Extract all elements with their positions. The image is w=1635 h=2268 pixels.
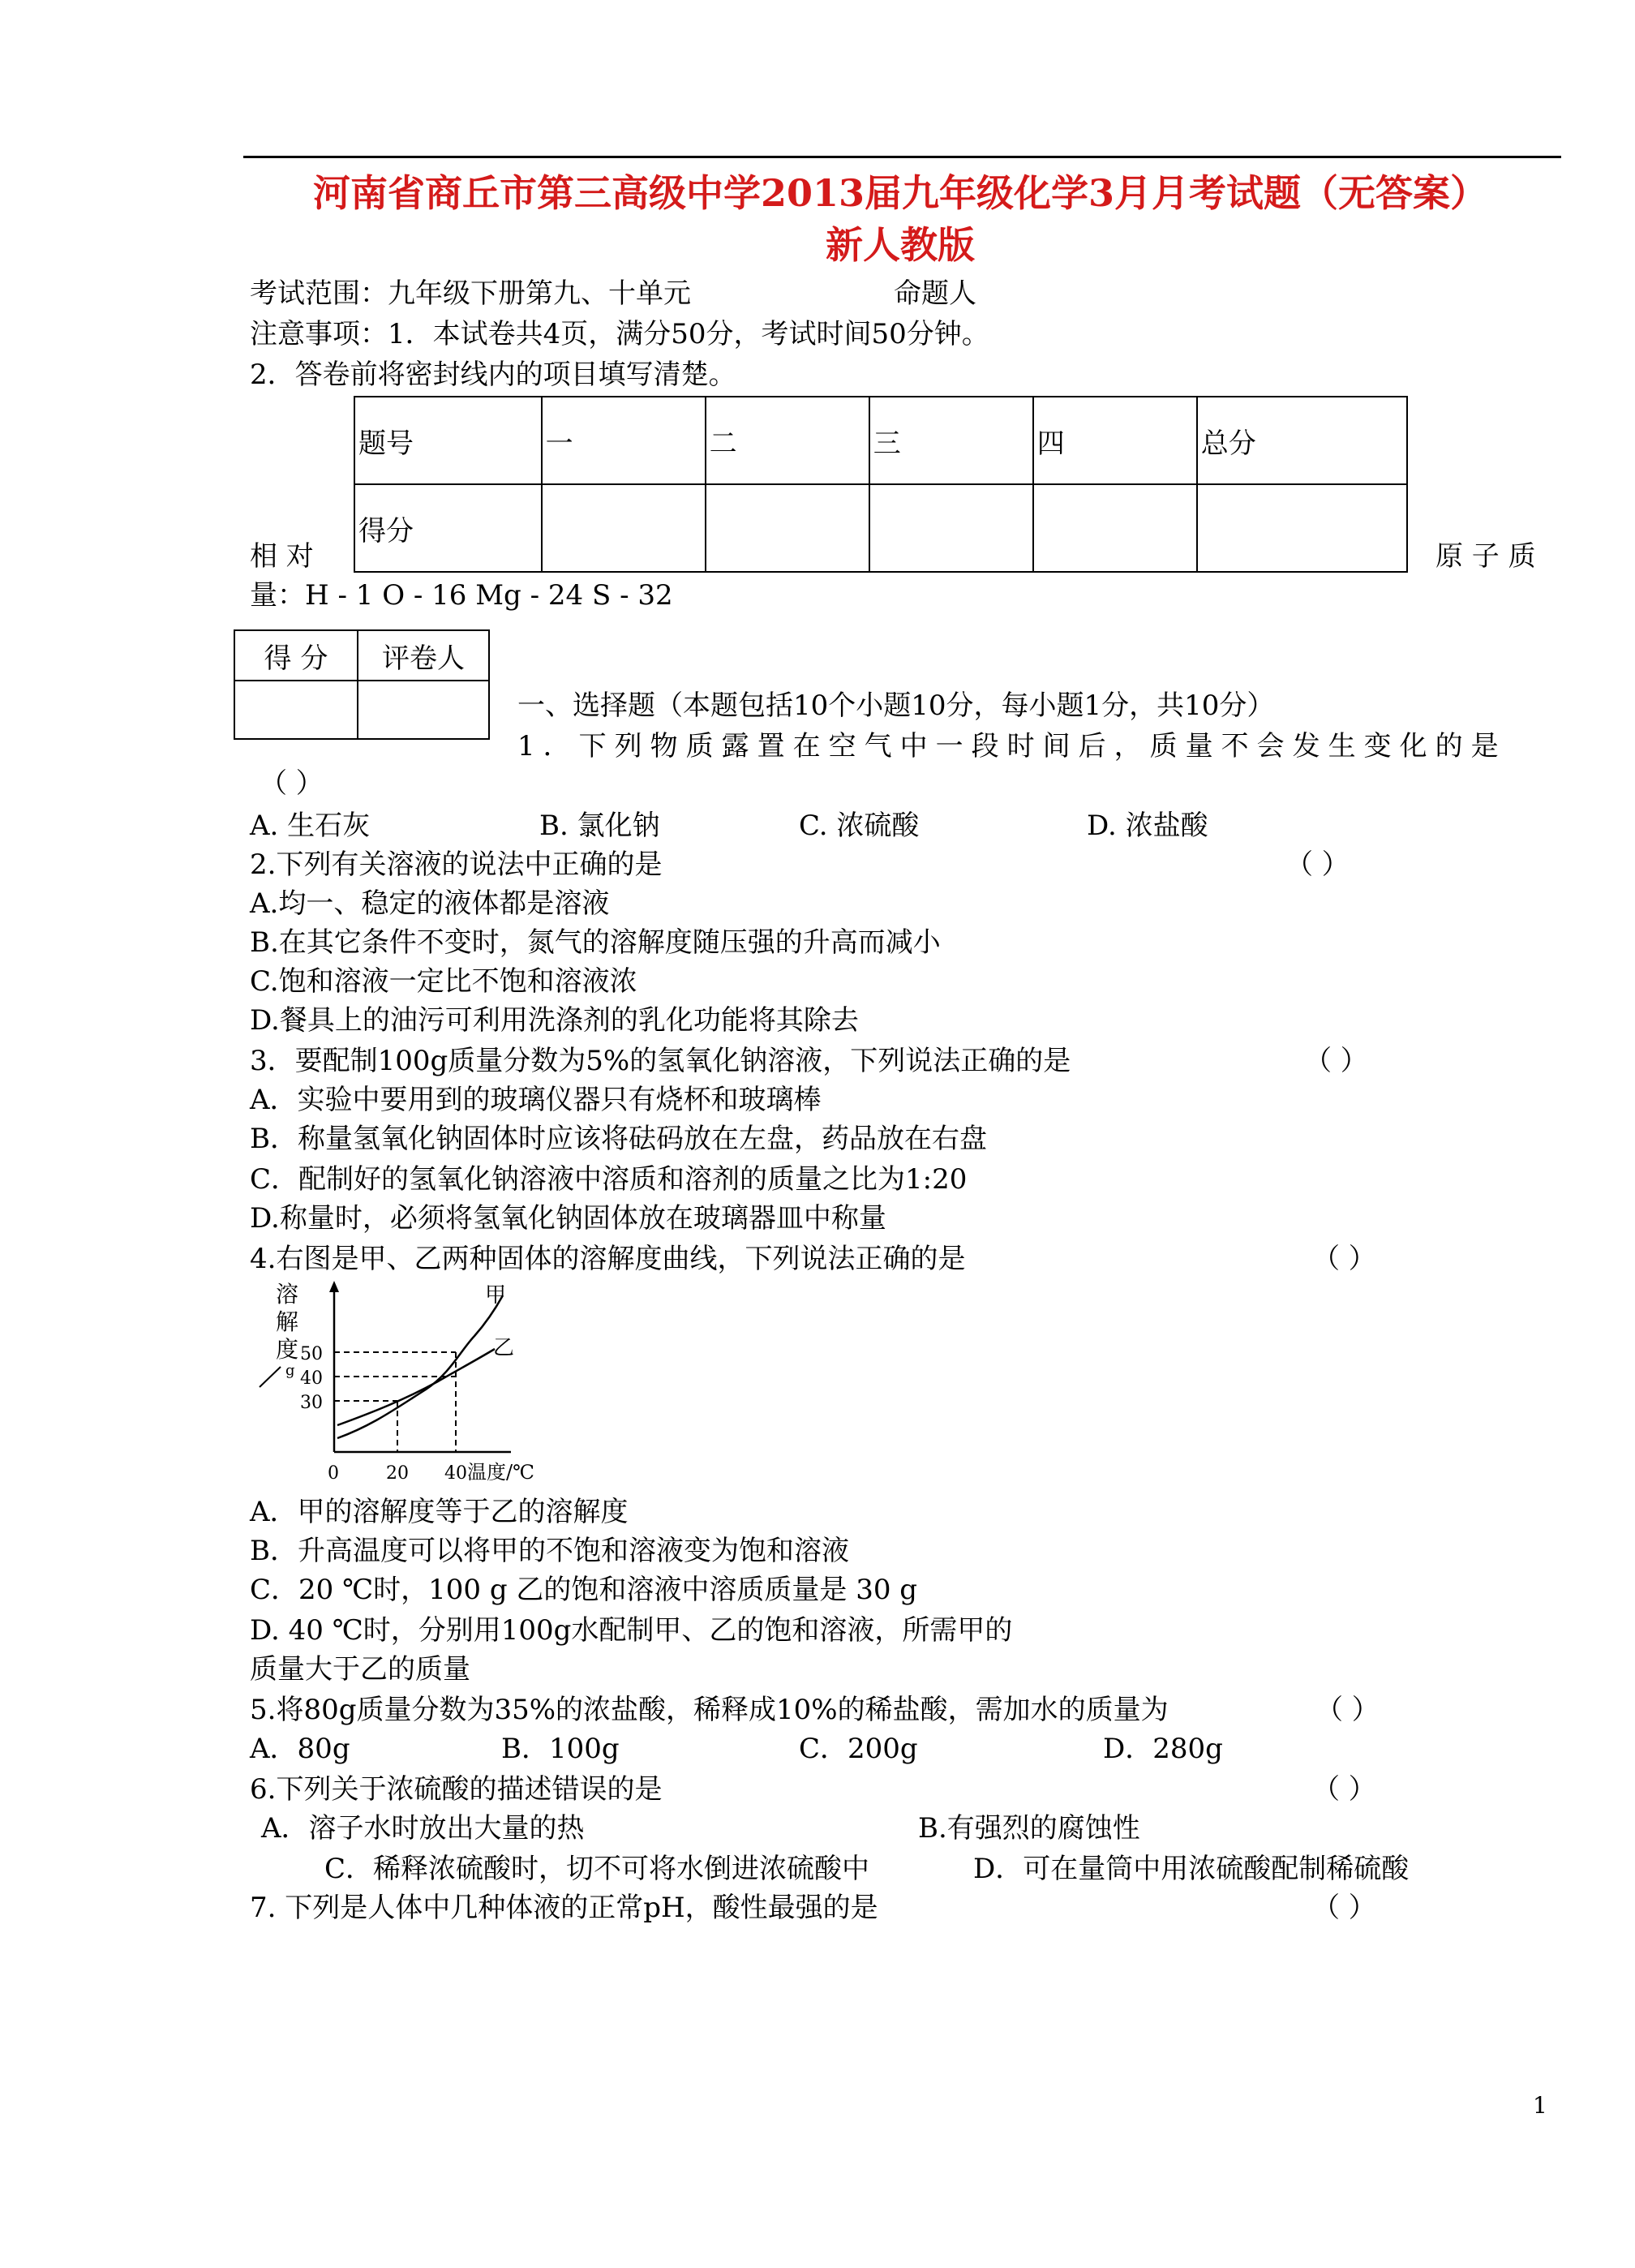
grader-score-cell[interactable] xyxy=(234,681,358,739)
score-table-header: 四 xyxy=(1033,397,1197,484)
q1-option-d: D. 浓盐酸 xyxy=(1087,810,1208,842)
q2-option-a: A.均一、稳定的液体都是溶液 xyxy=(250,887,610,920)
q1-option-b: B. 氯化钠 xyxy=(539,810,660,842)
q5-option-b: B．100g xyxy=(501,1733,620,1765)
graph-ylabel-char: 溶 xyxy=(276,1281,299,1308)
q7-answer-paren: （ ） xyxy=(1312,1892,1376,1924)
score-table-header: 三 xyxy=(869,397,1033,484)
q3-option-a: A．实验中要用到的玻璃仪器只有烧杯和玻璃棒 xyxy=(250,1084,822,1116)
page-subtitle: 新人教版 xyxy=(826,223,975,267)
q7-stem: 7. 下列是人体中几种体液的正常pH，酸性最强的是 xyxy=(250,1892,878,1924)
graph-tick-x: 0 xyxy=(328,1463,339,1484)
q4-option-c: C．20 ℃时，100 g 乙的饱和溶液中溶质质量是 30 g xyxy=(250,1574,918,1606)
graph-tick-x: 20 xyxy=(386,1463,409,1484)
q5-answer-paren: （ ） xyxy=(1315,1694,1380,1726)
curve-label-yi: 乙 xyxy=(493,1336,515,1360)
header-rule xyxy=(243,156,1561,158)
score-cell[interactable] xyxy=(706,484,869,572)
score-table-row-label: 得分 xyxy=(354,484,542,572)
q5-option-d: D．280g xyxy=(1103,1733,1223,1765)
grader-name-cell[interactable] xyxy=(358,681,489,739)
score-table-header: 总分 xyxy=(1197,397,1407,484)
q1-answer-paren: （ ） xyxy=(260,767,324,800)
curve-yi xyxy=(337,1349,495,1425)
q6-answer-paren: （ ） xyxy=(1312,1773,1376,1806)
q3-option-d: D.称量时，必须将氢氧化钠固体放在玻璃器皿中称量 xyxy=(250,1202,886,1235)
q4-option-a: A．甲的溶解度等于乙的溶解度 xyxy=(250,1496,629,1528)
q3-option-c: C．配制好的氢氧化钠溶液中溶质和溶剂的质量之比为1:20 xyxy=(250,1163,968,1196)
q2-stem: 2.下列有关溶液的说法中正确的是 xyxy=(250,848,663,881)
q4-option-d-line2: 质量大于乙的质量 xyxy=(250,1653,470,1686)
q1-option-a: A. 生石灰 xyxy=(250,810,371,842)
graph-ylabel-char: g xyxy=(285,1362,295,1379)
notice-2: 2．答卷前将密封线内的项目填写清楚。 xyxy=(250,359,736,391)
score-cell[interactable] xyxy=(869,484,1033,572)
exam-author: 命题人 xyxy=(894,277,976,310)
q1-option-c: C. 浓硫酸 xyxy=(799,810,920,842)
score-cell[interactable] xyxy=(1197,484,1407,572)
q3-stem: 3．要配制100g质量分数为5%的氢氧化钠溶液，下列说法正确的是 xyxy=(250,1045,1071,1077)
atomic-mass-left: 相 对 xyxy=(250,540,314,573)
graph-tick-y: 50 xyxy=(300,1344,323,1364)
q1-stem: 1．下列物质露置在空气中一段时间后，质量不会发生变化的是 xyxy=(517,730,1507,762)
graph-ylabel-char: 度 xyxy=(276,1336,299,1363)
page-number: 1 xyxy=(1533,2092,1547,2119)
q6-stem: 6.下列关于浓硫酸的描述错误的是 xyxy=(250,1773,663,1806)
q2-option-b: B.在其它条件不变时，氮气的溶解度随压强的升高而减小 xyxy=(250,926,941,959)
solubility-graph xyxy=(243,1278,568,1488)
section-heading: 一、选择题（本题包括10个小题10分，每小题1分，共10分） xyxy=(517,689,1275,722)
q4-answer-paren: （ ） xyxy=(1312,1243,1376,1275)
q5-option-c: C．200g xyxy=(799,1733,918,1765)
q4-stem: 4.右图是甲、乙两种固体的溶解度曲线，下列说法正确的是 xyxy=(250,1243,966,1275)
q2-option-d: D.餐具上的油污可利用洗涤剂的乳化功能将其除去 xyxy=(250,1004,859,1037)
score-table-header: 二 xyxy=(706,397,869,484)
atomic-mass-right: 原 子 质 xyxy=(1435,540,1536,573)
q3-answer-paren: （ ） xyxy=(1304,1045,1368,1077)
q3-option-b: B．称量氢氧化钠固体时应该将砝码放在左盘，药品放在右盘 xyxy=(250,1123,987,1155)
q6-option-b: B.有强烈的腐蚀性 xyxy=(918,1812,1140,1845)
score-cell[interactable] xyxy=(542,484,706,572)
graph-ylabel-slash xyxy=(260,1367,281,1387)
notice-1: 注意事项：1．本试卷共4页，满分50分，考试时间50分钟。 xyxy=(250,318,989,350)
q4-option-b: B．升高温度可以将甲的不饱和溶液变为饱和溶液 xyxy=(250,1535,849,1567)
graph-tick-y: 40 xyxy=(300,1368,323,1389)
q2-option-c: C.饱和溶液一定比不饱和溶液浓 xyxy=(250,965,637,998)
curve-label-jia: 甲 xyxy=(485,1283,507,1308)
q6-option-d: D．可在量筒中用浓硫酸配制稀硫酸 xyxy=(973,1853,1410,1885)
graph-ylabel-char: 解 xyxy=(276,1308,299,1335)
q5-option-a: A．80g xyxy=(250,1733,350,1765)
score-table-header: 一 xyxy=(542,397,706,484)
atomic-mass-values: 量：H - 1 O - 16 Mg - 24 S - 32 xyxy=(250,579,673,612)
q4-option-d-line1: D. 40 ℃时，分别用100g水配制甲、乙的饱和溶液，所需甲的 xyxy=(250,1614,1013,1647)
score-table xyxy=(354,396,1408,573)
graph-xlabel: 温度/℃ xyxy=(467,1461,534,1484)
grader-name-label: 评卷人 xyxy=(358,630,489,681)
grader-score-label: 得 分 xyxy=(234,630,358,681)
grader-table xyxy=(234,629,490,740)
score-cell[interactable] xyxy=(1033,484,1197,572)
q6-option-a: A．溶子水时放出大量的热 xyxy=(261,1812,585,1845)
graph-y-arrow xyxy=(329,1281,339,1292)
q2-answer-paren: （ ） xyxy=(1285,848,1350,881)
graph-tick-y: 30 xyxy=(300,1393,323,1413)
score-table-header: 题号 xyxy=(354,397,542,484)
q6-option-c: C．稀释浓硫酸时，切不可将水倒进浓硫酸中 xyxy=(324,1853,870,1885)
exam-scope: 考试范围：九年级下册第九、十单元 xyxy=(250,277,691,310)
page-title: 河南省商丘市第三高级中学2013届九年级化学3月月考试题（无答案） xyxy=(312,171,1488,215)
q5-stem: 5.将80g质量分数为35%的浓盐酸，稀释成10%的稀盐酸，需加水的质量为 xyxy=(250,1694,1169,1726)
graph-tick-x: 40 xyxy=(444,1463,467,1484)
